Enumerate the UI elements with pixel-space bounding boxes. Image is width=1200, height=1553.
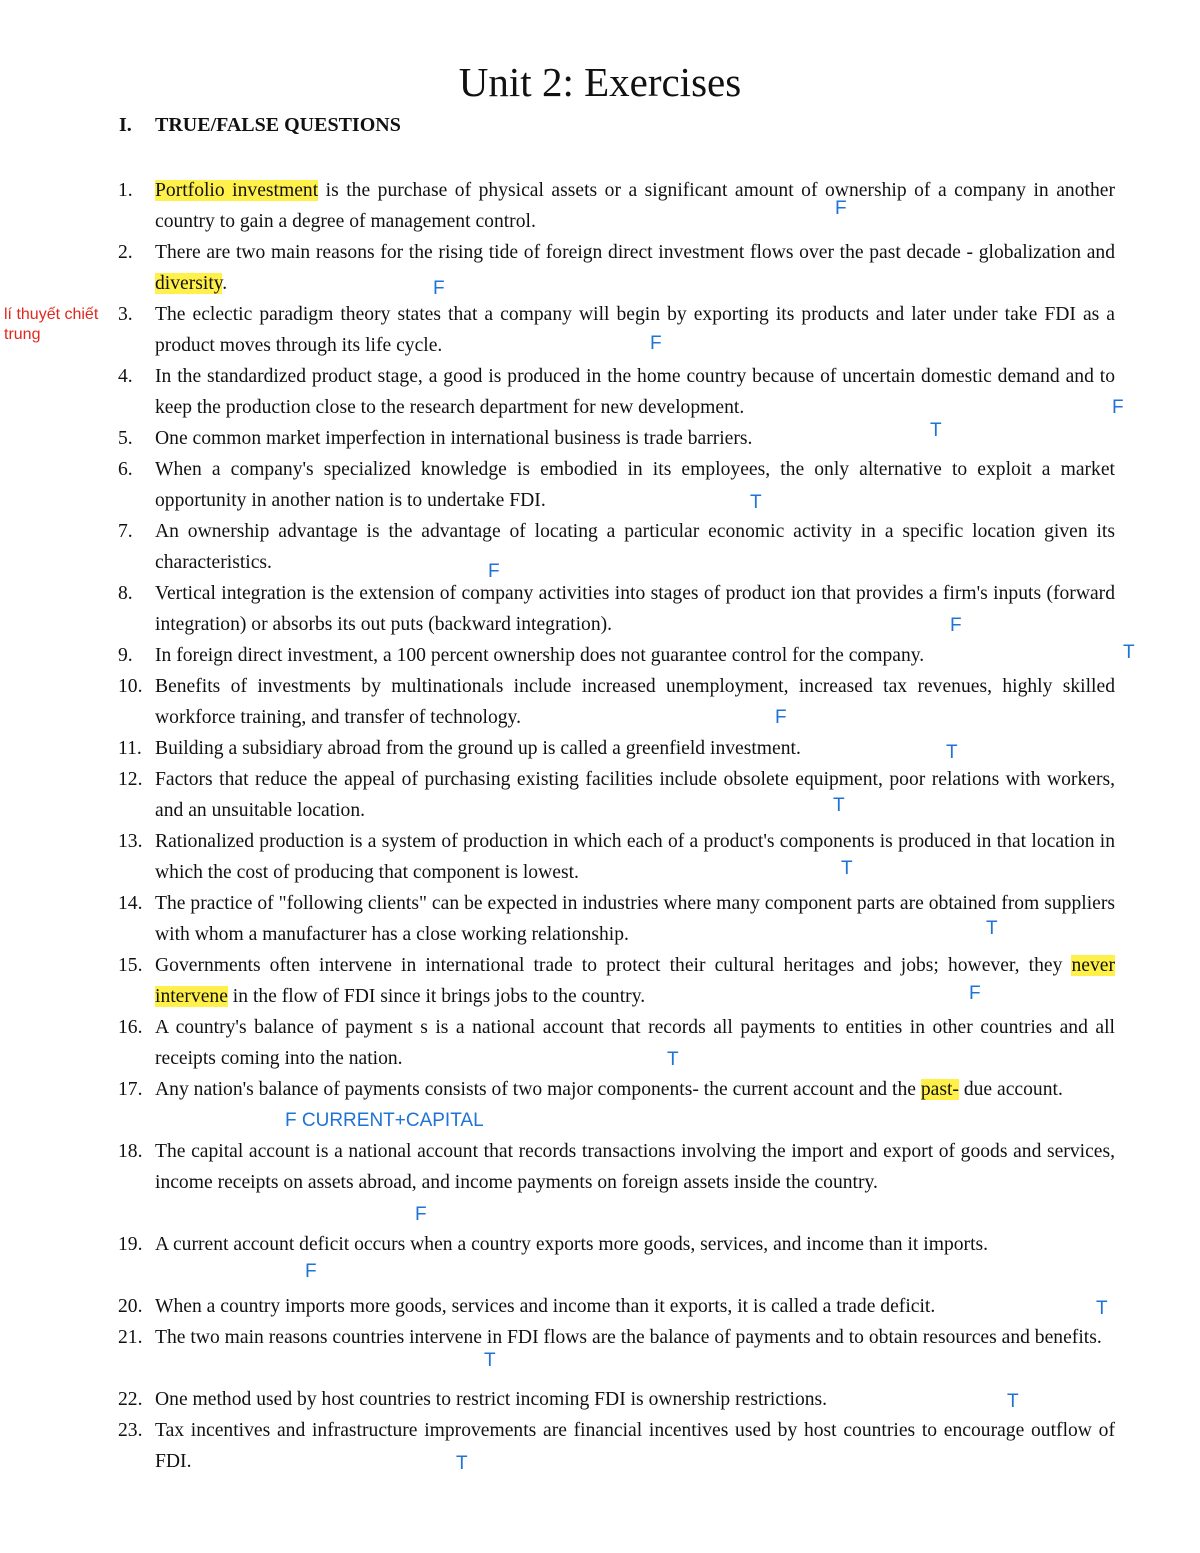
question-item (118, 826, 1115, 888)
question-text (155, 733, 1115, 764)
question-text-part: Governments often intervene in international trade to protect their cultural heritages and jobs; however, they (155, 955, 1072, 976)
question-text-part: When a country imports more goods, services and income than it exports, it is called a trade deficit. (155, 1296, 936, 1317)
section-heading (119, 114, 401, 137)
question-item (118, 1074, 1115, 1105)
question-number: 2. (118, 242, 133, 263)
question-item (118, 888, 1115, 950)
question-number: 7. (118, 521, 133, 542)
highlighted-phrase: Portfolio investment (155, 180, 319, 201)
question-text-part: Factors that reduce the appeal of purchasing existing facilities include obsolete equipment, poor relations with workers, and an unsuitable location. (155, 769, 1115, 821)
answer-mark: T (750, 492, 762, 513)
question-text-part: An ownership advantage is the advantage of locating a particular economic activity in a specific location given its characteristics. (155, 521, 1115, 573)
question-text-part: Benefits of investments by multinationals include increased unemployment, increased tax revenues, highly skilled workforce training, and transfer of technology. (155, 676, 1115, 728)
question-item (118, 1136, 1115, 1198)
answer-mark: T (1096, 1298, 1108, 1319)
answer-mark: F (1112, 397, 1124, 418)
question-number: 17. (118, 1079, 143, 1100)
question-text (155, 671, 1115, 733)
highlighted-phrase: diversity (155, 273, 223, 294)
question-text-part: Rationalized production is a system of production in which each of a product's components is produced in that location in which the cost of producing that component is lowest. (155, 831, 1115, 883)
question-text (155, 1074, 1115, 1105)
question-item (118, 764, 1115, 826)
question-text-part: Building a subsidiary abroad from the ground up is called a greenfield investment. (155, 738, 801, 759)
question-number: 19. (118, 1234, 143, 1255)
question-text-part: Tax incentives and infrastructure improvements are financial incentives used by host countries to encourage outflow of FDI. (155, 1420, 1115, 1472)
answer-mark: F (650, 333, 662, 354)
question-text-part: A country's balance of payment s is a national account that records all payments to entities in other countries and all receipts coming into the nation. (155, 1017, 1115, 1069)
question-text-part: is the purchase of physical assets or a significant amount of ownership of a company in another country to gain a degree of management control. (155, 180, 1115, 232)
section-title: TRUE/FALSE QUESTIONS (155, 114, 401, 136)
question-number: 9. (118, 645, 133, 666)
question-item (118, 1291, 1115, 1322)
question-number: 13. (118, 831, 143, 852)
question-number: 1. (118, 180, 133, 201)
question-number: 10. (118, 676, 143, 697)
question-text (155, 175, 1115, 237)
question-text-part: due account. (958, 1079, 1063, 1100)
question-number: 14. (118, 893, 143, 914)
question-number: 22. (118, 1389, 143, 1410)
question-text-part: The practice of "following clients" can be expected in industries where many component parts are obtained from suppliers with whom a manufacturer has a close working relationship. (155, 893, 1115, 945)
question-text (155, 826, 1115, 888)
question-text (155, 299, 1115, 361)
answer-mark: T (484, 1350, 496, 1371)
question-text (155, 578, 1115, 640)
question-item (118, 454, 1115, 516)
question-item (118, 578, 1115, 640)
question-text (155, 640, 1115, 671)
question-number: 16. (118, 1017, 143, 1038)
answer-mark: T (1123, 642, 1135, 663)
question-text (155, 1136, 1115, 1198)
question-number: 3. (118, 304, 133, 325)
highlighted-phrase: past- (920, 1079, 959, 1100)
question-text-part: The eclectic paradigm theory states that a company will begin by exporting its products and later under take FDI as a product moves through its life cycle. (155, 304, 1115, 356)
question-text-part: The two main reasons countries intervene in FDI flows are the balance of payments and to obtain resources and benefits. (155, 1327, 1102, 1348)
question-item (118, 1012, 1115, 1074)
question-number: 4. (118, 366, 133, 387)
question-text-part: In the standardized product stage, a good is produced in the home country because of uncertain domestic demand and to keep the production close to the research department for new development. (155, 366, 1115, 418)
question-number: 21. (118, 1327, 143, 1348)
question-text (155, 423, 1115, 454)
answer-mark: T (930, 420, 942, 441)
margin-note: lí thuyết chiết trung (4, 306, 99, 343)
question-number: 11. (118, 738, 142, 759)
question-text (155, 237, 1115, 299)
answer-mark: F (969, 983, 981, 1004)
question-item (118, 1384, 1115, 1415)
question-item (118, 640, 1115, 671)
question-text-part: When a company's specialized knowledge is embodied in its employees, the only alternative to exploit a market opportunity in another nation is to undertake FDI. (155, 459, 1115, 511)
question-number: 15. (118, 955, 143, 976)
question-text-part: . (222, 273, 228, 294)
question-item (118, 175, 1115, 237)
question-text-part: Vertical integration is the extension of company activities into stages of product ion that provides a firm's inputs (forward integration) or absorbs its out puts (backward integration). (155, 583, 1115, 635)
question-item (118, 1322, 1115, 1353)
answer-mark: F (775, 707, 787, 728)
question-item (118, 299, 1115, 361)
answer-mark: F CURRENT+CAPITAL (285, 1110, 484, 1131)
question-number: 8. (118, 583, 133, 604)
question-text (155, 1229, 1115, 1260)
question-item (118, 733, 1115, 764)
question-text-part: In foreign direct investment, a 100 percent ownership does not guarantee control for the company. (155, 645, 925, 666)
question-text (155, 1322, 1115, 1353)
answer-mark: F (305, 1261, 317, 1282)
page-title: Unit 2: Exercises (458, 59, 742, 105)
question-text-part: One method used by host countries to restrict incoming FDI is ownership restrictions. (155, 1389, 828, 1410)
question-text-part: There are two main reasons for the rising tide of foreign direct investment flows over the past decade - globalization and (155, 242, 1115, 263)
question-text-part: The capital account is a national account that records transactions involving the import and export of goods and services, income receipts on assets abroad, and income payments on foreign assets inside the country. (155, 1141, 1115, 1193)
question-number: 20. (118, 1296, 143, 1317)
question-text (155, 888, 1115, 950)
question-text-part: in the flow of FDI since it brings jobs to the country. (227, 986, 646, 1007)
question-number: 18. (118, 1141, 143, 1162)
answer-mark: T (667, 1049, 679, 1070)
answer-mark: T (841, 858, 853, 879)
question-text (155, 1012, 1115, 1074)
question-item (118, 423, 1115, 454)
answer-mark: T (946, 742, 958, 763)
question-number: 6. (118, 459, 133, 480)
question-number: 23. (118, 1420, 143, 1441)
answer-mark: F (433, 278, 445, 299)
question-text (155, 1384, 1115, 1415)
question-item (118, 1229, 1115, 1260)
question-item (118, 1415, 1115, 1477)
question-text (155, 361, 1115, 423)
question-item (118, 361, 1115, 423)
answer-mark: T (1007, 1391, 1019, 1412)
question-text-part: A current account deficit occurs when a country exports more goods, services, and income than it imports. (155, 1234, 989, 1255)
question-item (118, 516, 1115, 578)
question-item (118, 671, 1115, 733)
answer-mark: T (456, 1453, 468, 1474)
answer-mark: T (986, 918, 998, 939)
question-text (155, 1291, 1115, 1322)
answer-mark: F (835, 198, 847, 219)
question-text (155, 454, 1115, 516)
highlighted-phrase: never intervene (155, 955, 1115, 1007)
question-text (155, 516, 1115, 578)
question-text (155, 1415, 1115, 1477)
question-text (155, 764, 1115, 826)
answer-mark: F (488, 561, 500, 582)
question-text-part: One common market imperfection in international business is trade barriers. (155, 428, 753, 449)
question-number: 5. (118, 428, 133, 449)
answer-mark: F (415, 1204, 427, 1225)
answer-mark: T (833, 795, 845, 816)
question-text-part: Any nation's balance of payments consists of two major components- the current account and the (155, 1079, 921, 1100)
answer-mark: F (950, 615, 962, 636)
question-item (118, 950, 1115, 1012)
section-numeral: I. (119, 114, 132, 136)
question-number: 12. (118, 769, 143, 790)
question-item (118, 237, 1115, 299)
